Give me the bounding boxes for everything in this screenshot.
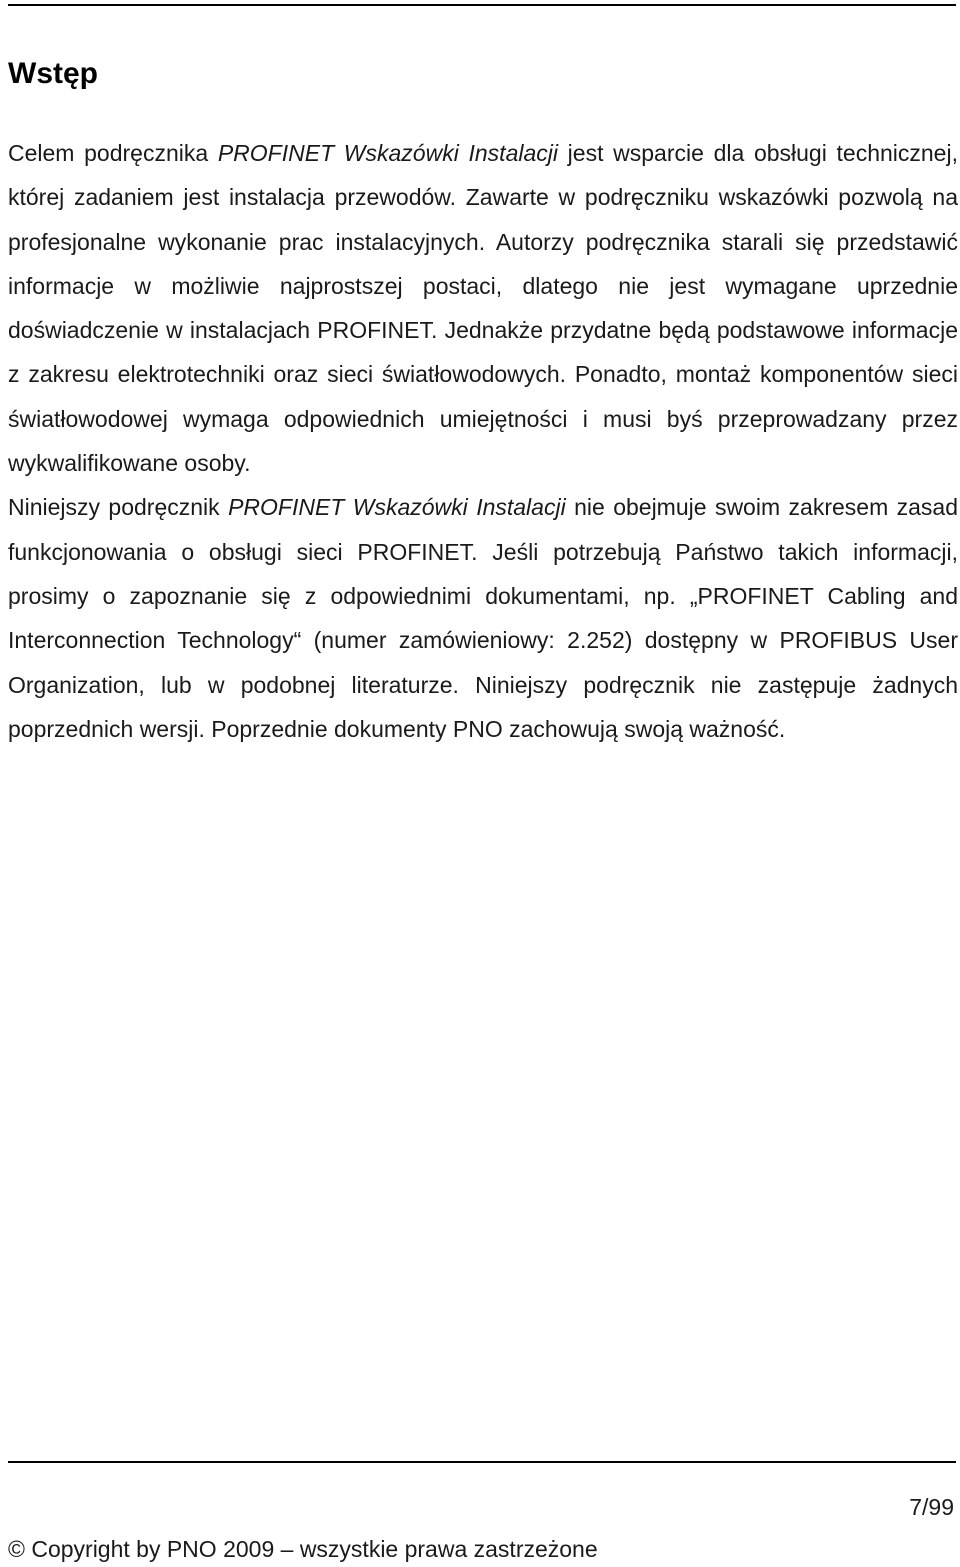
paragraph-2: [8, 485, 958, 751]
document-body: [8, 131, 958, 751]
paragraph-2-text-cont: nie obejmuje swoim zakresem zasad funkcjonowania o obsługi sieci PROFINET. Jeśli potrzebują Państwo takich informacji, prosimy o zapoznanie się z odpowiednimi dokumentami, np. „PROFINET Cabling and Interconnection Technology“ (numer zamówieniowy: 2.252) dostępny w PROFIBUS User Organization, lub w podobnej literaturze. Niniejszy podręcznik nie zastępuje żadnych poprzednich wersji. Poprzednie dokumenty PNO zachowują swoją ważność.: [8, 494, 959, 742]
manual-title-italic: PROFINET Wskazówki Instalacji: [217, 140, 558, 166]
manual-title-italic: PROFINET Wskazówki Instalacji: [228, 494, 566, 521]
footer-divider: [8, 1461, 956, 1463]
paragraph-1: [8, 131, 958, 485]
paragraph-2-text: Niniejszy podręcznik: [8, 494, 229, 521]
page-title: Wstęp: [8, 57, 98, 90]
top-divider: [8, 4, 956, 6]
page-number: 7/99: [909, 1494, 954, 1520]
copyright-notice: © Copyright by PNO 2009 – wszystkie prawa zastrzeżone: [8, 1536, 598, 1562]
paragraph-1-text: Celem podręcznika: [8, 140, 218, 166]
paragraph-1-text-cont: jest wsparcie dla obsługi technicznej, której zadaniem jest instalacja przewodów. Zawarte w podręczniku wskazówki pozwolą na profesjonalne wykonanie prac instalacyjnych. Autorzy podręcznika starali się przedstawić informacje w możliwie najprostszej postaci, dlatego nie jest wymagane uprzednie doświadczenie w instalacjach PROFINET. Jednakże przydatne będą podstawowe informacje z zakresu elektrotechniki oraz sieci światłowodowych. Ponadto, montaż komponentów sieci światłowodowej wymaga odpowiednich umiejętności i musi byś przeprowadzany przez wykwalifikowane osoby.: [8, 140, 958, 477]
